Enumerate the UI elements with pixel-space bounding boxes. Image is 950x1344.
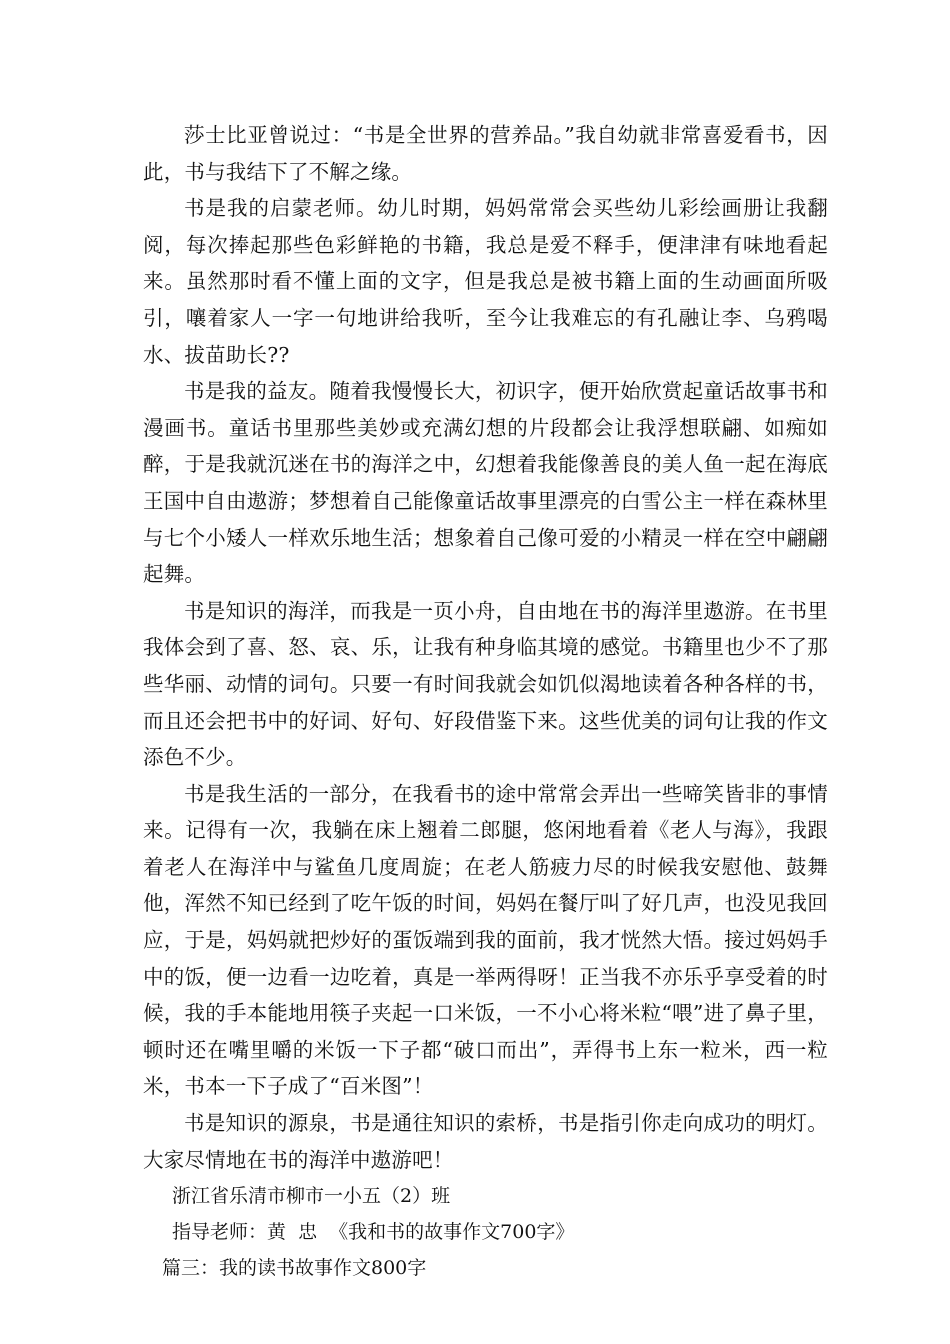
- paragraph-intro: 莎士比亚曾说过：“书是全世界的营养品。”我自幼就非常喜爱看书，因此，书与我结下了不解之缘。: [143, 123, 828, 184]
- paragraph-conclusion: 书是知识的源泉，书是通往知识的索桥，书是指引你走向成功的明灯。大家尽情地在书的海洋中遨游吧！: [143, 1111, 828, 1172]
- paragraph-teacher: 书是我的启蒙老师。幼儿时期，妈妈常常会买些幼儿彩绘画册让我翻阅，每次捧起那些色彩鲜艳的书籍，我总是爱不释手，便津津有味地看起来。虽然那时看不懂上面的文字，但是我总是被书籍上面的生动画面所吸引，嚷着家人一字一句地讲给我听，至今让我难忘的有孔融让李、乌鸦喝水、拔苗助长??: [143, 196, 828, 367]
- paragraph-ocean: 书是知识的海洋，而我是一页小舟，自由地在书的海洋里遨游。在书里我体会到了喜、怒、哀、乐，让我有种身临其境的感觉。书籍里也少不了那些华丽、动情的词句。只要一有时间我就会如饥似渴地读着各种各样的书，而且还会把书中的好词、好句、好段借鉴下来。这些优美的词句让我的作文添色不少。: [143, 598, 828, 770]
- next-article-title: 篇三：我的读书故事作文800字: [162, 1257, 427, 1280]
- paragraph-life: 书是我生活的一部分，在我看书的途中常常会弄出一些啼笑皆非的事情来。记得有一次，我躺在床上翘着二郎腿，悠闲地看着《老人与海》，我跟着老人在海洋中与鲨鱼几度周旋；在老人筋疲力尽的时候我安慰他、鼓舞他，浑然不知已经到了吃午饭的时间，妈妈在餐厅叫了好几声，也没见我回应，于是，妈妈就把炒好的蛋饭端到我的面前，我才恍然大悟。接过妈妈手中的饭，便一边看一边吃着，真是一举两得呀！正当我不亦乐乎享受着的时候，我的手本能地用筷子夹起一口米饭，一不小心将米粒“喂”进了鼻子里，顿时还在嘴里嚼的米饭一下子都“破口而出”，弄得书上东一粒米，西一粒米，书本一下子成了“百米图”！: [143, 781, 828, 1099]
- teacher-line: 指导老师：黄 忠 《我和书的故事作文700字》: [172, 1221, 575, 1244]
- document-page: [143, 117, 828, 1286]
- paragraph-friend: 书是我的益友。随着我慢慢长大，初识字，便开始欣赏起童话故事书和漫画书。童话书里那些美妙或充满幻想的片段都会让我浮想联翩、如痴如醉，于是我就沉迷在书的海洋之中，幻想着我能像善良的美人鱼一起在海底王国中自由遨游；梦想着自己能像童话故事里漂亮的白雪公主一样在森林里与七个小矮人一样欢乐地生活；想象着自己像可爱的小精灵一样在空中翩翩起舞。: [143, 379, 828, 587]
- school-line: 浙江省乐清市柳市一小五（2）班: [172, 1185, 451, 1208]
